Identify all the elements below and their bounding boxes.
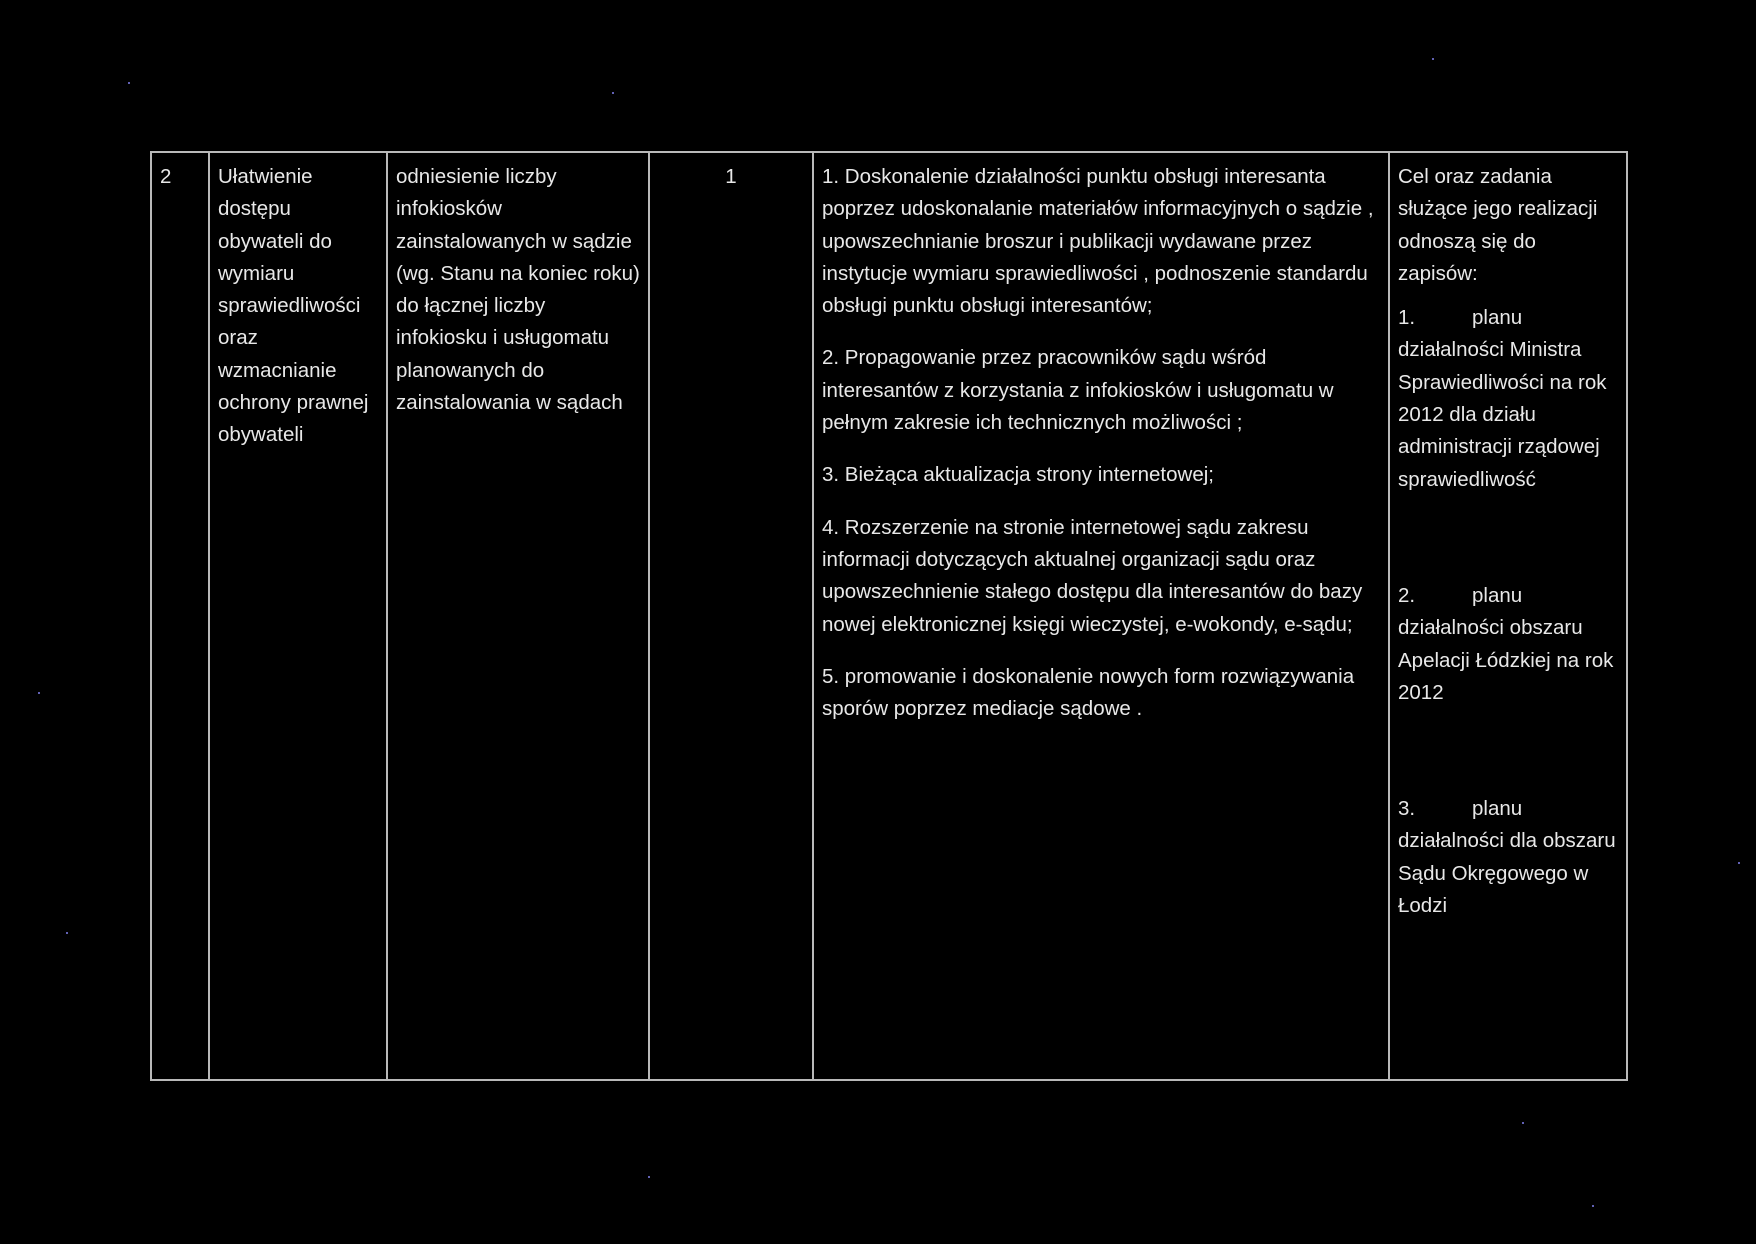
measure-text: odniesienie liczby infokiosków zainstalowanych w sądzie (wg. Stanu na koniec roku) do łącznej liczby infokiosku i usługomatu planowanych do zainstalowania w sądach (396, 165, 640, 415)
scan-speck (1592, 1205, 1594, 1207)
scan-speck (1522, 1122, 1524, 1124)
scan-speck (1738, 862, 1740, 864)
measure-cell (387, 152, 649, 1080)
plan-number: 3. (1398, 797, 1416, 821)
measure-value: 1 (725, 165, 737, 188)
spacer (1398, 709, 1618, 793)
plan-table (150, 151, 1628, 1081)
task-item: 1. Doskonalenie działalności punktu obsługi interesanta poprzez udoskonalanie materiałów informacyjnych o sądzie , upowszechnianie broszur i publikacji wydawane przez instytucje wymiaru sprawiedliwości , podnoszenie standardu obsługi punktu obsługi interesantów; (822, 165, 1374, 318)
plan-item (1398, 793, 1618, 922)
plan-text: planu działalności obszaru Apelacji Łódzkiej na rok 2012 (1398, 583, 1614, 704)
spacer (1398, 496, 1618, 580)
goal-cell (209, 152, 387, 1080)
task-item: 2. Propagowanie przez pracowników sądu wśród interesantów z korzystania z infokiosków i usługomatu w pełnym zakresie ich technicznych możliwości ; (822, 346, 1334, 435)
value-cell (649, 152, 813, 1080)
task-item: 4. Rozszerzenie na stronie internetowej sądu zakresu informacji dotyczących aktualnej organizacji sądu oraz upowszechnienie stałego dostępu dla interesantów do bazy nowej elektronicznej księgi wieczystej, e-wokondy, e-sądu; (822, 515, 1363, 636)
scan-speck (1432, 58, 1434, 60)
table-row (151, 152, 1627, 1080)
task-item: 3. Bieżąca aktualizacja strony internetowej; (822, 463, 1214, 487)
plan-text: planu działalności dla obszaru Sądu Okręgowego w Łodzi (1398, 797, 1616, 918)
plan-number: 1. (1398, 306, 1416, 330)
scan-speck (128, 82, 130, 84)
row-number-cell (151, 152, 209, 1080)
plan-text: planu działalności Ministra Sprawiedliwości na rok 2012 dla działu administracji rządowej sprawiedliwość (1398, 306, 1607, 491)
scan-speck (66, 932, 68, 934)
tasks-cell (813, 152, 1389, 1080)
goal-text: Ułatwienie dostępu obywateli do wymiaru sprawiedliwości oraz wzmacnianie ochrony prawnej obywateli (218, 165, 369, 447)
scan-speck (612, 92, 614, 94)
plan-item (1398, 302, 1618, 496)
scan-speck (38, 692, 40, 694)
scan-speck (648, 1176, 650, 1178)
task-item: 5. promowanie i doskonalenie nowych form rozwiązywania sporów poprzez mediacje sądowe . (822, 664, 1355, 721)
plan-item (1398, 580, 1618, 709)
plans-intro: Cel oraz zadania służące jego realizacji odnoszą się do zapisów: (1398, 165, 1598, 285)
plan-number: 2. (1398, 583, 1416, 607)
row-number: 2 (160, 165, 172, 188)
plans-cell (1389, 152, 1627, 1080)
